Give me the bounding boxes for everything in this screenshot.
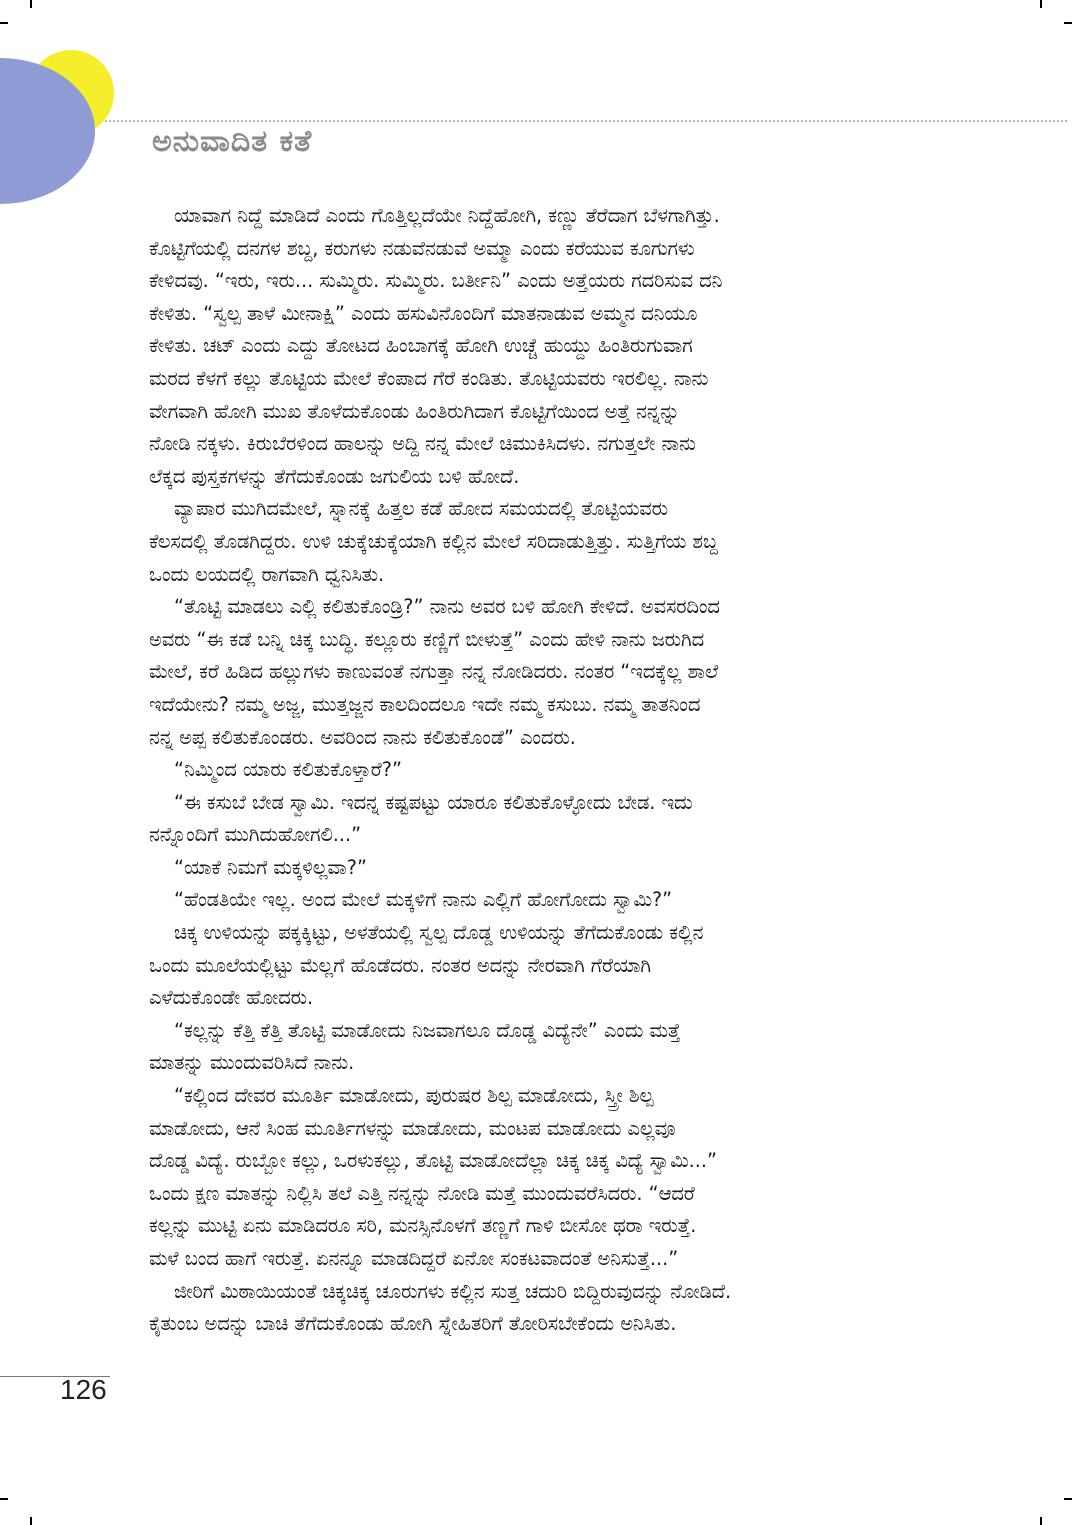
story-line: ಚಿಕ್ಕ ಉಳಿಯನ್ನು ಪಕ್ಕಕ್ಕಿಟ್ಟು, ಅಳತೆಯಲ್ಲಿ ಸ್ವಲ್ಪ ದೊಡ್ಡ ಉಳಿಯನ್ನು ತೆಗೆದುಕೊಂಡು ಕಲ್ಲಿನ [174,921,704,945]
story-line: “ಈ ಕಸುಬೆ ಬೇಡ ಸ್ವಾಮಿ. ಇದನ್ನ ಕಷ್ಟಪಟ್ಟು ಯಾರೂ ಕಲಿತುಕೊಳ್ಳೋದು ಬೇಡ. ಇದು [174,790,693,814]
story-line: ಇದೆಯೇನು? ನಮ್ಮ ಅಜ್ಜ, ಮುತ್ತಜ್ಜನ ಕಾಲದಿಂದಲೂ ಇದೇ ನಮ್ಮ ಕಸುಬು. ನಮ್ಮ ತಾತನಿಂದ [149,692,701,716]
page-number: 126 [60,1374,107,1405]
crop-mark-bottom-left [30,1517,32,1525]
story-line: “ಹೆಂಡತಿಯೇ ಇಲ್ಲ. ಅಂದ ಮೇಲೆ ಮಕ್ಕಳಿಗೆ ನಾನು ಎಲ್ಲಿಗೆ ಹೋಗೋದು ಸ್ವಾಮಿ?” [174,888,673,912]
story-line: ಲೆಕ್ಕದ ಪುಸ್ತಕಗಳನ್ನು ತೆಗೆದುಕೊಂಡು ಜಗುಲಿಯ ಬಳಿ ಹೋದೆ. [149,464,520,488]
story-line: “ಯಾಕೆ ನಿಮಗೆ ಮಕ್ಕಳಿಲ್ಲವಾ?” [174,855,367,879]
story-line: ಜೀರಿಗೆ ಮಿಠಾಯಿಯಂತೆ ಚಿಕ್ಕಚಿಕ್ಕ ಚೂರುಗಳು ಕಲ್ಲಿನ ಸುತ್ತ ಚದುರಿ ಬಿದ್ದಿರುವುದನ್ನು ನೋಡಿದೆ. [174,1279,732,1303]
story-line: ಒಂದು ಲಯದಲ್ಲಿ ರಾಗವಾಗಿ ಧ್ವನಿಸಿತು. [149,562,385,586]
story-line: ಮರದ ಕೆಳಗೆ ಕಲ್ಲು ತೊಟ್ಟಿಯ ಮೇಲೆ ಕೆಂಪಾದ ಗೆರೆ ಕಂಡಿತು. ತೊಟ್ಟಿಯವರು ಇರಲಿಲ್ಲ. ನಾನು [149,366,709,390]
story-line: “ಕಲ್ಲಿಂದ ದೇವರ ಮೂರ್ತಿ ಮಾಡೋದು, ಪುರುಷರ ಶಿಲ್ಪ ಮಾಡೋದು, ಸ್ತ್ರೀ ಶಿಲ್ಪ [174,1084,654,1108]
crop-mark-bottom-right-side [1064,1498,1072,1500]
crop-mark-bottom-right [1040,1517,1042,1525]
story-line: ಒಂದು ಮೂಲೆಯಲ್ಲಿಟ್ಟು ಮೆಲ್ಲಗೆ ಹೊಡೆದರು. ನಂತರ ಅದನ್ನು ನೇರವಾಗಿ ಗೆರೆಯಾಗಿ [149,953,651,977]
story-line: ನನ್ನ ಅಪ್ಪ ಕಲಿತುಕೊಂಡರು. ಅವರಿಂದ ನಾನು ಕಲಿತುಕೊಂಡೆ” ಎಂದರು. [149,725,576,749]
section-title: ಅನುವಾದಿತ ಕತೆ [152,124,313,159]
story-line: ಮಾತನ್ನು ಮುಂದುವರಿಸಿದೆ ನಾನು. [149,1051,355,1075]
story-line: ಯಾವಾಗ ನಿದ್ದೆ ಮಾಡಿದೆ ಎಂದು ಗೊತ್ತಿಲ್ಲದೆಯೇ ನಿದ್ದೆಹೋಗಿ, ಕಣ್ಣು ತೆರೆದಾಗ ಬೆಳಗಾಗಿತ್ತು. [174,204,720,227]
story-line: ಮಳೆ ಬಂದ ಹಾಗೆ ಇರುತ್ತೆ. ಏನನ್ನೂ ಮಾಡದಿದ್ದರೆ ಏನೋ ಸಂಕಟವಾದಂತೆ ಅನಿಸುತ್ತೆ...” [149,1247,679,1270]
crop-mark-bottom-left-side [0,1498,8,1500]
story-line: ವೇಗವಾಗಿ ಹೋಗಿ ಮುಖ ತೊಳೆದುಕೊಂಡು ಹಿಂತಿರುಗಿದಾಗ ಕೊಟ್ಟಿಗೆಯಿಂದ ಅತ್ತೆ ನನ್ನನ್ನು [149,399,680,423]
story-line: ಎಳೆದುಕೊಂಡೇ ಹೋದರು. [149,986,314,1010]
story-line: ಮಾಡೋದು, ಆನೆ ಸಿಂಹ ಮೂರ್ತಿಗಳನ್ನು ಮಾಡೋದು, ಮಂಟಪ ಮಾಡೋದು ಎಲ್ಲವೂ [149,1116,676,1140]
story-line: ಅವರು “ಈ ಕಡೆ ಬನ್ನಿ ಚಿಕ್ಕ ಬುದ್ಧಿ. ಕಲ್ಲೂರು ಕಣ್ಣಿಗೆ ಬೀಳುತ್ತೆ” ಎಂದು ಹೇಳಿ ನಾನು ಜರುಗಿದ [149,627,705,651]
story-line: “ತೊಟ್ಟಿ ಮಾಡಲು ಎಲ್ಲಿ ಕಲಿತುಕೊಂಡ್ರಿ?” ನಾನು ಅವರ ಬಳಿ ಹೋಗಿ ಕೇಳಿದೆ. ಅವಸರದಿಂದ [174,595,720,619]
story-line: ಕೊಟ್ಟಿಗೆಯಲ್ಲಿ ದನಗಳ ಶಬ್ದ, ಕರುಗಳು ನಡುವೆನಡುವೆ ಅಮ್ಮಾ ಎಂದು ಕರೆಯುವ ಕೂಗುಗಳು [149,236,695,260]
crop-mark-top-right-side [1064,22,1072,24]
story-line: ನೋಡಿ ನಕ್ಕಳು. ಕಿರುಬೆರಳಿಂದ ಹಾಲನ್ನು ಅದ್ದಿ ನನ್ನ ಮೇಲೆ ಚಿಮುಕಿಸಿದಳು. ನಗುತ್ತಲೇ ನಾನು [149,432,696,456]
story-line: ಮೇಲೆ, ಕರೆ ಹಿಡಿದ ಹಲ್ಲುಗಳು ಕಾಣುವಂತೆ ನಗುತ್ತಾ ನನ್ನ ನೋಡಿದರು. ನಂತರ “ಇದಕ್ಕೆಲ್ಲ ಶಾಲೆ [149,660,719,684]
story-line: ವ್ಯಾಪಾರ ಮುಗಿದಮೇಲೆ, ಸ್ನಾನಕ್ಕೆ ಹಿತ್ತಲ ಕಡೆ ಹೋದ ಸಮಯದಲ್ಲಿ ತೊಟ್ಟಿಯವರು [174,497,668,521]
story-line: ಒಂದು ಕ್ಷಣ ಮಾತನ್ನು ನಿಲ್ಲಿಸಿ ತಲೆ ಎತ್ತಿ ನನ್ನನ್ನು ನೋಡಿ ಮತ್ತೆ ಮುಂದುವರೆಸಿದರು. “ಆದರೆ [149,1181,695,1205]
story-body [149,200,949,1341]
story-line: “ನಿಮ್ಮಿಂದ ಯಾರು ಕಲಿತುಕೊಳ್ತಾರೆ?” [174,758,402,782]
story-line: ಕೈತುಂಬ ಅದನ್ನು ಬಾಚಿ ತೆಗೆದುಕೊಂಡು ಹೋಗಿ ಸ್ನೇಹಿತರಿಗೆ ತೋರಿಸಬೇಕೆಂದು ಅನಿಸಿತು. [149,1312,677,1336]
story-line: ದೊಡ್ಡ ವಿದ್ಯೆ. ರುಬ್ಬೋ ಕಲ್ಲು, ಒರಳುಕಲ್ಲು, ತೊಟ್ಟಿ ಮಾಡೋದೆಲ್ಲಾ ಚಿಕ್ಕ ಚಿಕ್ಕ ವಿದ್ಯೆ ಸ್ವಾಮಿ...” [149,1149,717,1173]
story-line: ಕೇಳಿತು. ಚಟ್ ಎಂದು ಎದ್ದು ತೋಟದ ಹಿಂಬಾಗಕ್ಕೆ ಹೋಗಿ ಉಚ್ಚೆ ಹುಯ್ದು ಹಿಂತಿರುಗುವಾಗ [149,334,693,358]
crop-mark-top-left-side [0,22,8,24]
story-line: ಕೆಲಸದಲ್ಲಿ ತೊಡಗಿದ್ದರು. ಉಳಿ ಚುಕ್ಕೆಚುಕ್ಕೆಯಾಗಿ ಕಲ್ಲಿನ ಮೇಲೆ ಸರಿದಾಡುತ್ತಿತ್ತು. ಸುತ್ತಿಗೆಯ ಶಬ್ದ [149,529,718,553]
story-line: ಕೇಳಿತು. “ಸ್ವಲ್ಪ ತಾಳೆ ಮೀನಾಕ್ಷಿ” ಎಂದು ಹಸುವಿನೊಂದಿಗೆ ಮಾತನಾಡುವ ಅಮ್ಮನ ದನಿಯೂ [149,301,698,325]
story-line: ಕಲ್ಲನ್ನು ಮುಟ್ಟಿ ಏನು ಮಾಡಿದರೂ ಸರಿ, ಮನಸ್ಸಿನೊಳಗೆ ತಣ್ಣಗೆ ಗಾಳಿ ಬೀಸೋ ಥರಾ ಇರುತ್ತೆ. [149,1214,697,1238]
story-line: “ಕಲ್ಲನ್ನು ಕೆತ್ತಿ ಕೆತ್ತಿ ತೊಟ್ಟಿ ಮಾಡೋದು ನಿಜವಾಗಲೂ ದೊಡ್ಡ ವಿದ್ಯೆನೇ” ಎಂದು ಮತ್ತೆ [174,1018,681,1042]
crop-mark-top-right [1040,0,1042,8]
story-line: ನನ್ನೊಂದಿಗೆ ಮುಗಿದುಹೋಗಲಿ...” [149,823,362,847]
header-dotted-rule [105,120,1067,122]
story-line: ಕೇಳಿದವು. “ಇರು, ಇರು... ಸುಮ್ಮಿರು. ಸುಮ್ಮಿರು. ಬರ್ತೀನಿ” ಎಂದು ಅತ್ತೆಯರು ಗದರಿಸುವ ದನಿ [149,269,723,293]
crop-mark-top-left [30,0,32,8]
